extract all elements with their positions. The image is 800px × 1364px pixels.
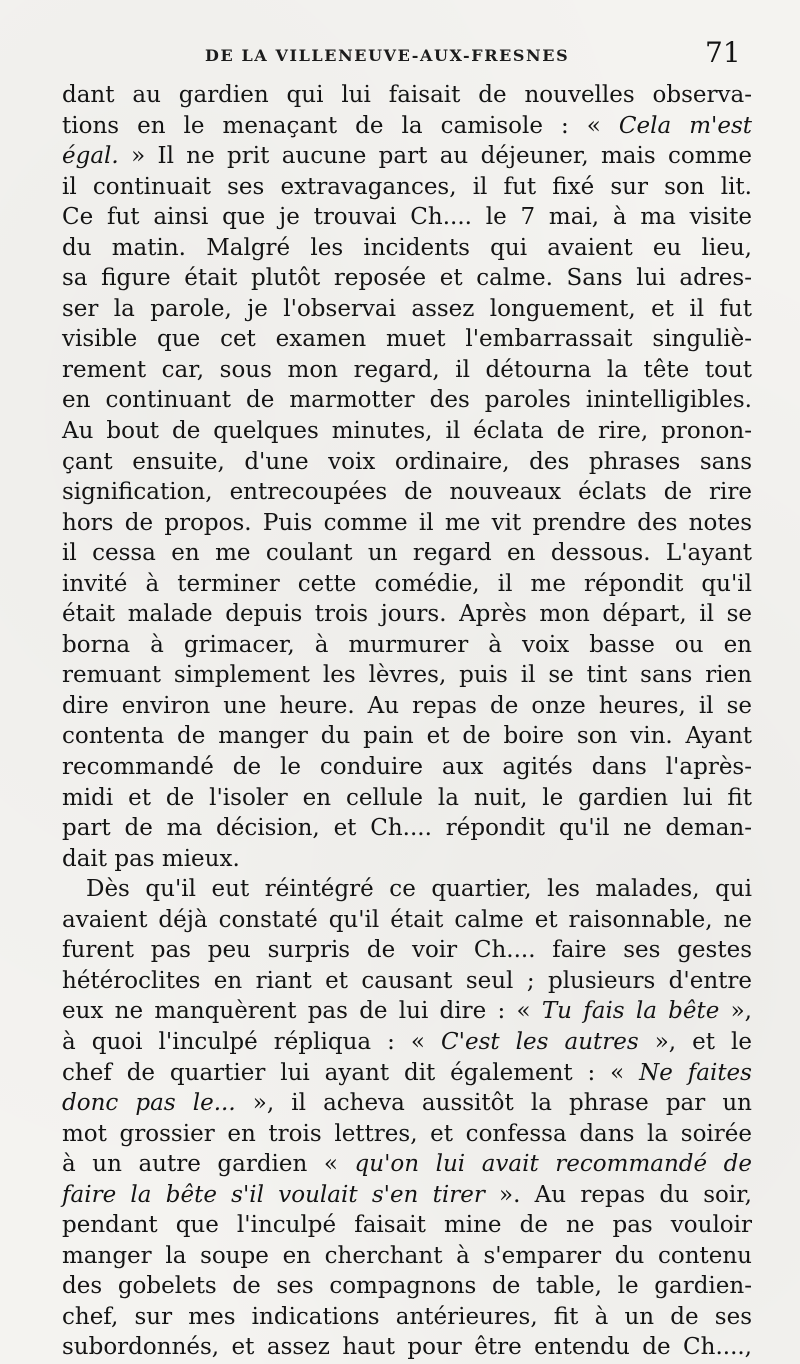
text-line: dait pas mieux. bbox=[62, 845, 240, 872]
text-line: borna à grimacer, à murmurer à voix basse ou en bbox=[62, 631, 752, 658]
text-line: hors de propos. Puis comme il me vit prendre des notes bbox=[62, 509, 752, 536]
text-segment: à quoi l'inculpé répliqua : « bbox=[62, 1028, 442, 1055]
text-line: çant ensuite, d'une voix ordinaire, des phrases sans bbox=[62, 448, 752, 475]
text-segment: eux ne manquèrent pas de lui dire : « bbox=[62, 998, 542, 1025]
text-line: Au bout de quelques minutes, il éclata de rire, pronon- bbox=[62, 418, 752, 445]
italic-quote: C'est les autres bbox=[441, 1028, 639, 1055]
text-line: rement car, sous mon regard, il détourna la tête tout bbox=[62, 356, 752, 383]
italic-quote: donc pas le... bbox=[62, 1090, 236, 1117]
text-line: il continuait ses extravagances, il fut fixé sur son lit. bbox=[62, 173, 752, 200]
text-line: du matin. Malgré les incidents qui avaient eu lieu, bbox=[62, 234, 752, 261]
text-line: recommandé de le conduire aux agités dans l'après- bbox=[62, 754, 752, 781]
italic-quote: faire la bête s'il voulait s'en tirer bbox=[62, 1181, 485, 1208]
text-segment: », et le bbox=[638, 1028, 752, 1055]
body-text bbox=[62, 80, 752, 1363]
italic-quote: Ne faites bbox=[639, 1059, 752, 1086]
text-line: remuant simplement les lèvres, puis il se tint sans rien bbox=[62, 662, 752, 689]
text-line: il cessa en me coulant un regard en dessous. L'ayant bbox=[62, 540, 752, 567]
text-line: part de ma décision, et Ch.... répondit qu'il ne deman- bbox=[62, 815, 752, 842]
text-line: Dès qu'il eut réintégré ce quartier, les malades, qui bbox=[86, 876, 752, 903]
text-line: furent pas peu surpris de voir Ch.... faire ses gestes bbox=[62, 937, 752, 964]
text-segment: », il acheva aussitôt la phrase par un bbox=[235, 1090, 752, 1117]
page-number: 71 bbox=[705, 36, 741, 69]
italic-quote: qu'on lui avait recommandé de bbox=[354, 1151, 753, 1178]
text-segment: », bbox=[719, 998, 752, 1025]
text-line: Ce fut ainsi que je trouvai Ch.... le 7 mai, à ma visite bbox=[62, 204, 752, 231]
text-segment: » Il ne prit aucune part au déjeuner, mais comme bbox=[118, 143, 752, 170]
text-line: visible que cet examen muet l'embarrassait singuliè- bbox=[62, 326, 752, 353]
text-line: ser la parole, je l'observai assez longuement, et il fut bbox=[62, 295, 752, 322]
text-line: manger la soupe en cherchant à s'emparer du contenu bbox=[62, 1242, 752, 1269]
text-line: contenta de manger du pain et de boire son vin. Ayant bbox=[62, 723, 752, 750]
text-segment: ». Au repas du soir, bbox=[484, 1181, 752, 1208]
text-line bbox=[62, 1027, 752, 1058]
text-line bbox=[62, 141, 752, 172]
text-line bbox=[62, 1058, 752, 1089]
text-segment: chef de quartier lui ayant dit également : « bbox=[62, 1059, 640, 1086]
running-title: DE LA VILLENEUVE-AUX-FRESNES bbox=[205, 46, 570, 65]
text-line: pendant que l'inculpé faisait mine de ne pas vouloir bbox=[62, 1212, 752, 1239]
text-line: des gobelets de ses compagnons de table, le gardien- bbox=[62, 1273, 752, 1300]
text-line: hétéroclites en riant et causant seul ; plusieurs d'entre bbox=[62, 967, 752, 994]
text-line bbox=[62, 1180, 752, 1211]
page-header bbox=[0, 32, 800, 72]
italic-quote: Tu fais la bête bbox=[541, 998, 720, 1025]
text-line: mot grossier en trois lettres, et confessa dans la soirée bbox=[62, 1120, 752, 1147]
text-line: était malade depuis trois jours. Après mon départ, il se bbox=[62, 601, 752, 628]
text-segment: tions en le menaçant de la camisole : « bbox=[62, 112, 619, 139]
text-line: midi et de l'isoler en cellule la nuit, le gardien lui fit bbox=[62, 784, 752, 811]
italic-quote: Cela m'est bbox=[618, 112, 752, 139]
text-line: subordonnés, et assez haut pour être entendu de Ch...., bbox=[62, 1334, 752, 1361]
text-line bbox=[62, 1088, 752, 1119]
text-line bbox=[62, 1149, 752, 1180]
text-line: en continuant de marmotter des paroles inintelligibles. bbox=[62, 387, 752, 414]
text-line: invité à terminer cette comédie, il me répondit qu'il bbox=[62, 570, 752, 597]
text-line: signification, entrecoupées de nouveaux éclats de rire bbox=[62, 479, 752, 506]
text-line: dire environ une heure. Au repas de onze heures, il se bbox=[62, 692, 752, 719]
text-line: sa figure était plutôt reposée et calme. Sans lui adres- bbox=[62, 265, 752, 292]
text-line bbox=[62, 111, 752, 142]
italic-quote: égal. bbox=[62, 143, 119, 170]
text-line: dant au gardien qui lui faisait de nouvelles observa- bbox=[62, 82, 752, 108]
text-segment: à un autre gardien « bbox=[62, 1151, 355, 1178]
text-line: chef, sur mes indications antérieures, fit à un de ses bbox=[62, 1303, 752, 1330]
text-line: avaient déjà constaté qu'il était calme et raisonnable, ne bbox=[62, 906, 752, 933]
text-line bbox=[62, 996, 752, 1027]
